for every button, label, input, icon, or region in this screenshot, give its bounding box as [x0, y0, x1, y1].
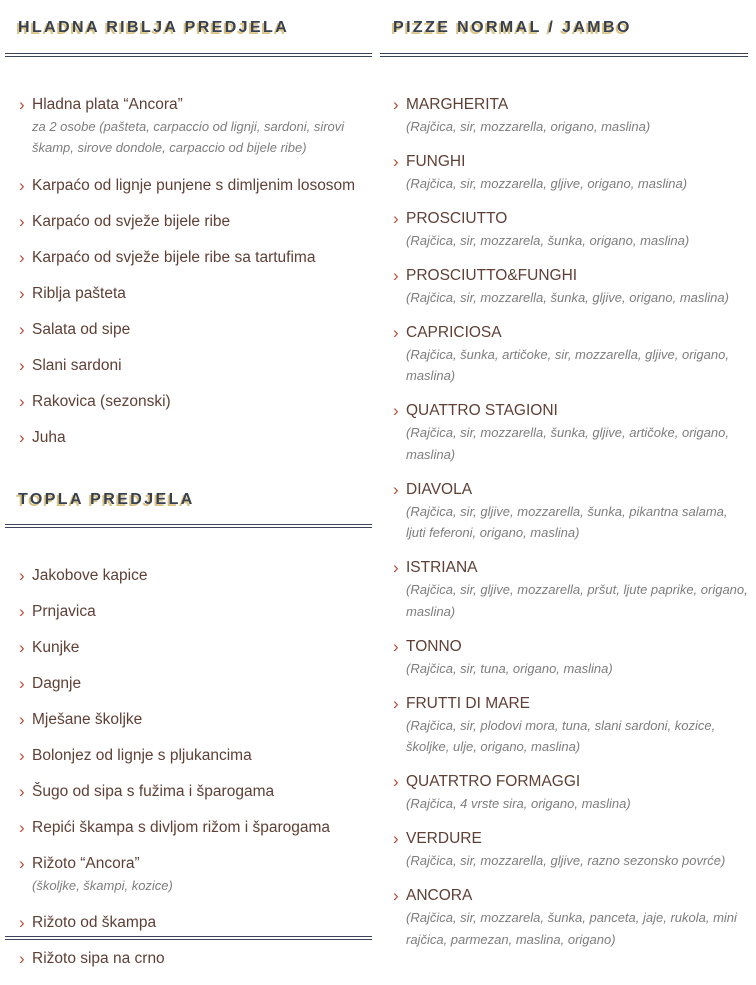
list-item [19, 818, 372, 837]
item-description: (Rajčica, sir, gljive, mozzarella, pršut, ljute paprike, origano, maslina) [406, 582, 748, 619]
item-body [32, 212, 372, 231]
chevron-right-icon: › [19, 565, 25, 585]
list-item [19, 95, 372, 159]
item-description: za 2 osobe (pašteta, carpaccio od lignji, sardoni, sirovi škamp, sirove dondole, carpaccio od bijele ribe) [32, 118, 345, 156]
list-item [393, 401, 748, 465]
item-name: Dagnje [32, 674, 82, 692]
item-name: Karpaćo od svježe bijele ribe sa tartufima [32, 248, 316, 266]
list-item [393, 480, 748, 544]
chevron-right-icon: › [393, 322, 399, 342]
item-name: Kunjke [32, 638, 80, 656]
list-item [393, 209, 748, 252]
item-description: (Rajčica, šunka, artičoke, sir, mozzarella, gljive, origano, maslina) [406, 346, 729, 384]
chevron-right-icon: › [393, 208, 399, 228]
list-item [393, 886, 748, 950]
list-item [19, 392, 372, 411]
list-item [19, 428, 372, 447]
item-name: Prnjavica [32, 602, 96, 620]
section-title: PIZZE NORMAL / JAMBO [393, 19, 632, 37]
list-item [393, 637, 748, 680]
list-item [19, 356, 372, 375]
menu-section [380, 17, 748, 950]
list-item [19, 710, 372, 729]
item-name: QUATTRO STAGIONI [406, 402, 558, 420]
item-name: VERDURE [406, 830, 482, 848]
list-item [19, 949, 372, 968]
menu-item-list [5, 57, 372, 447]
item-body [32, 602, 372, 621]
section-title: HLADNA RIBLJA PREDJELA [18, 19, 290, 37]
item-body [406, 772, 748, 815]
chevron-right-icon: › [393, 94, 399, 114]
item-description: (Rajčica, sir, mozzarella, gljive, razno sezonsko povrće) [406, 853, 726, 869]
right-column [378, 0, 756, 985]
item-body [406, 480, 748, 544]
item-description: (Rajčica, sir, mozzarela, šunka, panceta, jaje, rukola, mini rajčica, parmezan, maslina, origano) [406, 910, 737, 947]
chevron-right-icon: › [19, 637, 25, 657]
chevron-right-icon: › [19, 709, 25, 729]
chevron-right-icon: › [393, 401, 399, 421]
chevron-right-icon: › [393, 693, 399, 713]
list-item [19, 566, 372, 585]
item-name: Rižoto “Ancora” [32, 854, 140, 872]
list-item [19, 176, 372, 195]
item-body [32, 320, 372, 339]
item-body [32, 176, 372, 195]
item-body [32, 95, 372, 159]
list-item [19, 602, 372, 621]
item-name: Repići škampa s divljom rižom i šparogama [32, 818, 331, 836]
list-item [393, 266, 748, 309]
item-name: Bolonjez od lignje s pljukancima [32, 746, 252, 764]
chevron-right-icon: › [19, 853, 25, 873]
chevron-right-icon: › [393, 829, 399, 849]
item-body [32, 284, 372, 303]
item-body [32, 949, 372, 968]
menu-section [5, 489, 372, 969]
item-body [406, 886, 748, 950]
chevron-right-icon: › [19, 601, 25, 621]
item-body [406, 266, 748, 309]
item-name: Karpaćo od svježe bijele ribe [32, 212, 231, 230]
chevron-right-icon: › [393, 558, 399, 578]
item-name: Riblja pašteta [32, 284, 126, 302]
item-body [32, 392, 372, 411]
item-name: PROSCIUTTO [406, 209, 508, 227]
item-name: ANCORA [406, 887, 473, 905]
item-body [32, 566, 372, 585]
chevron-right-icon: › [19, 817, 25, 837]
list-item [393, 323, 748, 387]
menu-section [5, 17, 372, 446]
item-body [32, 746, 372, 765]
item-name: Mješane školjke [32, 710, 143, 728]
item-name: Jakobove kapice [32, 566, 148, 584]
chevron-right-icon: › [393, 151, 399, 171]
item-description: (Rajčica, sir, mozzarella, origano, maslina) [406, 118, 651, 134]
item-name: Juha [32, 428, 66, 446]
item-description: (školjke, škampi, kozice) [32, 877, 173, 893]
item-body [32, 854, 372, 897]
item-body [32, 674, 372, 693]
item-name: Karpaćo od lignje punjene s dimljenim lososom [32, 176, 356, 194]
list-item [393, 829, 748, 872]
list-item [393, 558, 748, 622]
item-name: ISTRIANA [406, 559, 478, 577]
item-name: Rižoto sipa na crno [32, 950, 165, 968]
chevron-right-icon: › [19, 247, 25, 267]
item-name: Salata od sipe [32, 320, 131, 338]
chevron-right-icon: › [19, 175, 25, 195]
item-name: Rižoto od škampa [32, 914, 157, 932]
menu-item-list [5, 528, 372, 969]
item-description: (Rajčica, sir, mozzarella, šunka, gljive, origano, maslina) [406, 289, 729, 305]
item-body [406, 401, 748, 465]
item-name: PROSCIUTTO&FUNGHI [406, 266, 578, 284]
item-name: Slani sardoni [32, 356, 122, 374]
list-item [393, 772, 748, 815]
item-body [406, 209, 748, 252]
list-item [19, 212, 372, 231]
item-name: Šugo od sipa s fužima i šparogama [32, 782, 275, 800]
item-description: (Rajčica, sir, mozzarela, šunka, origano, maslina) [406, 232, 690, 248]
list-item [19, 320, 372, 339]
item-body [32, 638, 372, 657]
item-body [406, 95, 748, 138]
chevron-right-icon: › [19, 913, 25, 933]
item-body [32, 913, 372, 932]
item-body [32, 782, 372, 801]
item-name: TONNO [406, 637, 462, 655]
item-body [406, 694, 748, 758]
list-item [393, 95, 748, 138]
item-body [406, 829, 748, 872]
list-item [19, 248, 372, 267]
chevron-right-icon: › [19, 283, 25, 303]
list-item [19, 746, 372, 765]
item-body [32, 818, 372, 837]
item-description: (Rajčica, sir, mozzarella, šunka, gljive, artičoke, origano, maslina) [406, 425, 729, 462]
item-body [406, 558, 748, 622]
chevron-right-icon: › [393, 886, 399, 906]
list-item [19, 854, 372, 897]
chevron-right-icon: › [19, 319, 25, 339]
item-name: MARGHERITA [406, 95, 509, 113]
list-item [393, 694, 748, 758]
chevron-right-icon: › [19, 427, 25, 447]
item-name: DIAVOLA [406, 480, 473, 498]
list-item [19, 782, 372, 801]
item-body [406, 637, 748, 680]
chevron-right-icon: › [19, 211, 25, 231]
list-item [19, 674, 372, 693]
list-item [393, 152, 748, 195]
item-name: CAPRICIOSA [406, 323, 502, 341]
item-description: (Rajčica, sir, tuna, origano, maslina) [406, 660, 613, 676]
item-description: (Rajčica, sir, gljive, mozzarella, šunka, pikantna salama, ljuti feferoni, origano, maslina) [406, 503, 728, 541]
item-body [32, 356, 372, 375]
list-item [19, 913, 372, 932]
menu-item-list [380, 57, 748, 951]
chevron-right-icon: › [19, 745, 25, 765]
chevron-right-icon: › [19, 355, 25, 375]
item-name: Rakovica (sezonski) [32, 392, 171, 410]
item-description: (Rajčica, 4 vrste sira, origano, maslina) [406, 796, 631, 812]
chevron-right-icon: › [19, 94, 25, 114]
item-body [32, 710, 372, 729]
item-name: QUATRTRO FORMAGGI [406, 773, 581, 791]
chevron-right-icon: › [393, 265, 399, 285]
chevron-right-icon: › [19, 781, 25, 801]
chevron-right-icon: › [393, 636, 399, 656]
chevron-right-icon: › [19, 949, 25, 969]
chevron-right-icon: › [19, 391, 25, 411]
section-title: TOPLA PREDJELA [18, 490, 195, 508]
item-body [32, 248, 372, 267]
list-item [19, 638, 372, 657]
item-name: FRUTTI DI MARE [406, 694, 530, 712]
list-item [19, 284, 372, 303]
item-name: FUNGHI [406, 152, 466, 170]
item-description: (Rajčica, sir, mozzarella, gljive, origano, maslina) [406, 175, 688, 191]
chevron-right-icon: › [393, 479, 399, 499]
chevron-right-icon: › [393, 772, 399, 792]
item-name: Hladna plata “Ancora” [32, 95, 183, 113]
item-body [406, 152, 748, 195]
item-body [32, 428, 372, 447]
item-description: (Rajčica, sir, plodovi mora, tuna, slani sardoni, kozice, školjke, ulje, origano, maslina) [406, 717, 716, 755]
section-divider-partial [5, 936, 372, 940]
item-body [406, 323, 748, 387]
chevron-right-icon: › [19, 673, 25, 693]
